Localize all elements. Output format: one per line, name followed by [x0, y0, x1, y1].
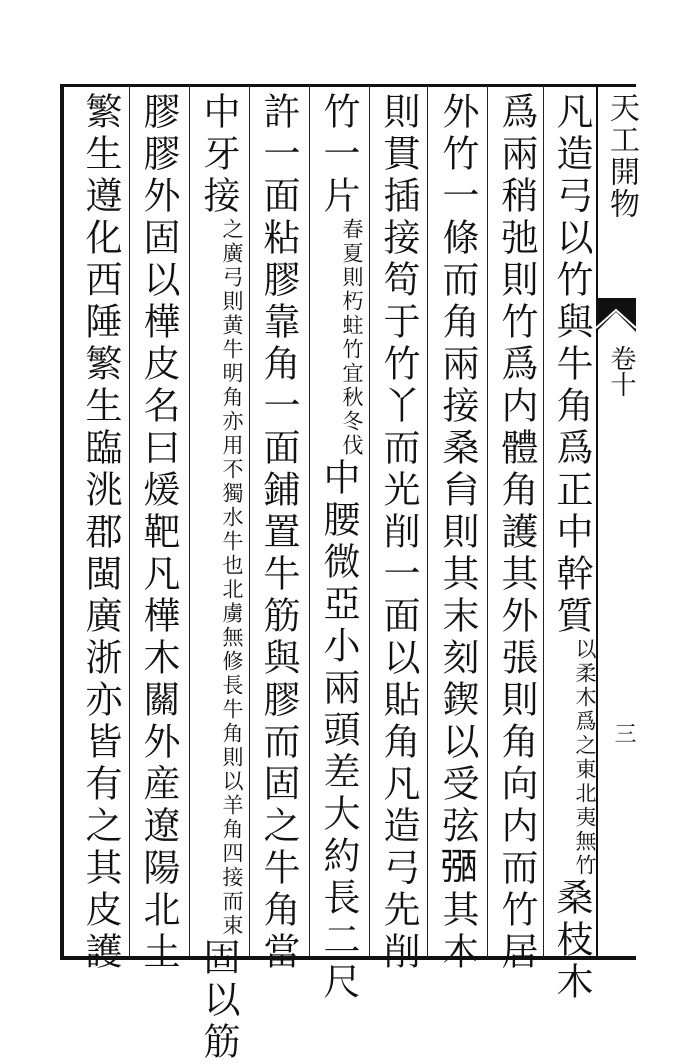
- column-divider: [427, 86, 428, 958]
- text-column-2: 爲兩稍弛則竹爲内體角護其外張則角向内而竹居: [495, 92, 538, 974]
- volume-label: 卷十: [606, 345, 636, 397]
- column-1-note-left: 以柔木爲之: [573, 638, 597, 758]
- column-divider: [189, 86, 190, 958]
- column-5-note-left: 春夏則朽蛀: [340, 218, 364, 338]
- column-7-note-right: 北虜無修長牛角則以羊角四接而束: [220, 578, 244, 938]
- column-divider: [309, 86, 310, 958]
- column-divider: [369, 86, 370, 958]
- column-7-annotation: [220, 218, 244, 938]
- column-divider: [249, 86, 250, 958]
- text-column-6: 許一面粘膠靠角一面鋪置牛筋與膠而固之牛角當: [257, 92, 300, 974]
- column-divider: [129, 86, 130, 958]
- column-divider: [487, 86, 488, 958]
- fish-tail-mark-icon: [596, 298, 636, 332]
- column-1-annotation: [573, 638, 597, 878]
- column-divider: [543, 86, 544, 958]
- text-column-1: [545, 92, 597, 1004]
- text-column-9: 繁生遵化西陲繁生臨洮郡閩廣浙亦皆有之其皮護: [79, 92, 122, 974]
- column-7-main-b: 固以筋: [197, 938, 240, 1064]
- text-column-3: 外竹一條而角兩接桑䏍則其末刻鍥以受弦𢐀其本: [436, 92, 479, 974]
- text-column-4: 則貫插接笱于竹丫而光削一面以貼角凡造弓先削: [377, 92, 420, 974]
- column-5-note-right: 竹宜秋冬伐: [340, 338, 364, 458]
- column-7-main-a: 中牙接: [197, 92, 240, 218]
- column-1-main-b: 桑枝木: [550, 878, 593, 1004]
- book-title: 天工開物: [604, 92, 639, 220]
- column-1-main-a: 凡造弓以竹與牛角爲正中幹質: [550, 92, 593, 638]
- text-column-5: [312, 92, 364, 1004]
- text-column-7: [192, 92, 244, 1064]
- text-column-8: 膠膠外固以樺皮名曰煖靶凡樺木關外産遼陽北土: [137, 92, 180, 974]
- column-5-main-b: 中腰微亞小兩頭差大約長二尺: [317, 458, 360, 1004]
- column-7-note-left: 之廣弓則黄牛明角亦用不獨水牛也: [220, 218, 244, 578]
- column-5-annotation: [340, 218, 364, 458]
- column-1-note-right: 東北夷無竹: [573, 758, 597, 878]
- column-5-main-a: 竹一片: [317, 92, 360, 218]
- page-number: 三: [611, 722, 636, 744]
